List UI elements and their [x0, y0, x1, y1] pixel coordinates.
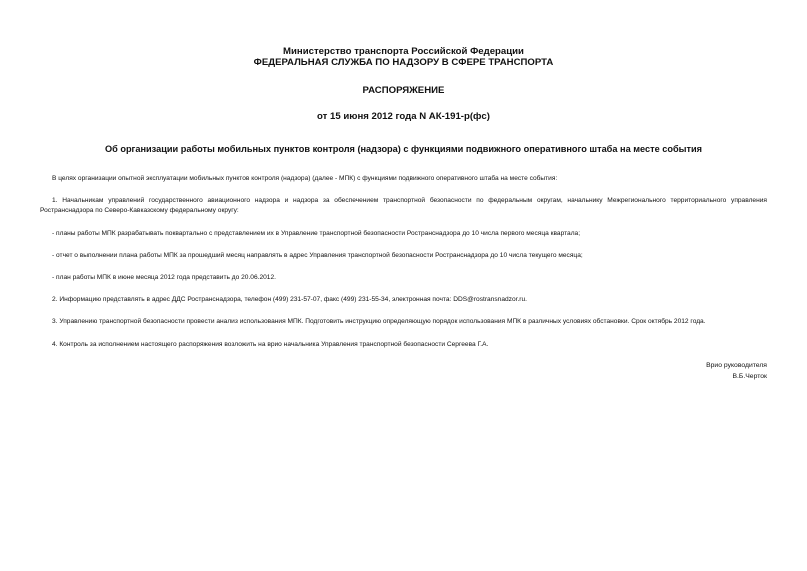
signature-block — [706, 361, 767, 382]
paragraph-item-4: 4. Контроль за исполнением настоящего распоряжения возложить на врио начальника Управления транспортной безопасности Сергеева Г.А. — [52, 340, 489, 348]
signature-name: В.Б.Черток — [732, 372, 767, 380]
paragraph-subitem-june-plan: - план работы МПК в июне месяца 2012 года представить до 20.06.2012. — [52, 274, 276, 282]
document-header — [40, 46, 767, 122]
paragraph-subitem-report: - отчет о выполнении плана работы МПК за прошедший месяц направлять в адрес Управления транспортной безопасности Ространснадзора до 10 числа текущего месяца; — [52, 251, 583, 259]
document-subject: Об организации работы мобильных пунктов контроля (надзора) с функциями подвижного оперативного штаба на месте события — [104, 144, 703, 154]
document-type: РАСПОРЯЖЕНИЕ — [362, 85, 445, 96]
paragraph-item-3: 3. Управлению транспортной безопасности провести анализ использования МПК. Подготовить инструкцию определяющую порядок использования МПК в различных условиях обстановки. Срок октябрь 2012 года. — [52, 318, 706, 326]
document-body — [40, 174, 767, 350]
paragraph-subitem-plans: - планы работы МПК разрабатывать поквартально с представлением их в Управление транспортной безопасности Ространснадзора до 10 числа первого месяца квартала; — [52, 229, 581, 237]
service-name: ФЕДЕРАЛЬНАЯ СЛУЖБА ПО НАДЗОРУ В СФЕРЕ ТРАНСПОРТА — [253, 57, 554, 68]
paragraph-intro: В целях организации опытной эксплуатации мобильных пунктов контроля (надзора) (далее - МПК) с функциями подвижного оперативного штаба на месте события: — [52, 175, 558, 182]
paragraph-item-2: 2. Информацию представлять в адрес ДДС Ространснадзора, телефон (499) 231-57-07, факс (499) 231-55-34, электронная почта: DDS@rostransnadzor.ru. — [52, 296, 527, 304]
ministry-name: Министерство транспорта Российской Федерации — [283, 46, 524, 57]
signature-position: Врио руководителя — [706, 362, 767, 369]
document-date-number: от 15 июня 2012 года N АК-191-р(фс) — [317, 111, 490, 122]
paragraph-item-1: 1. Начальникам управлений государственного авиационного надзора и надзора за обеспечением транспортной безопасности по федеральным округам, начальнику Межрегионального территориального управления Ространснадзора по Северо-Кавказскому федеральному округу: — [40, 197, 767, 215]
